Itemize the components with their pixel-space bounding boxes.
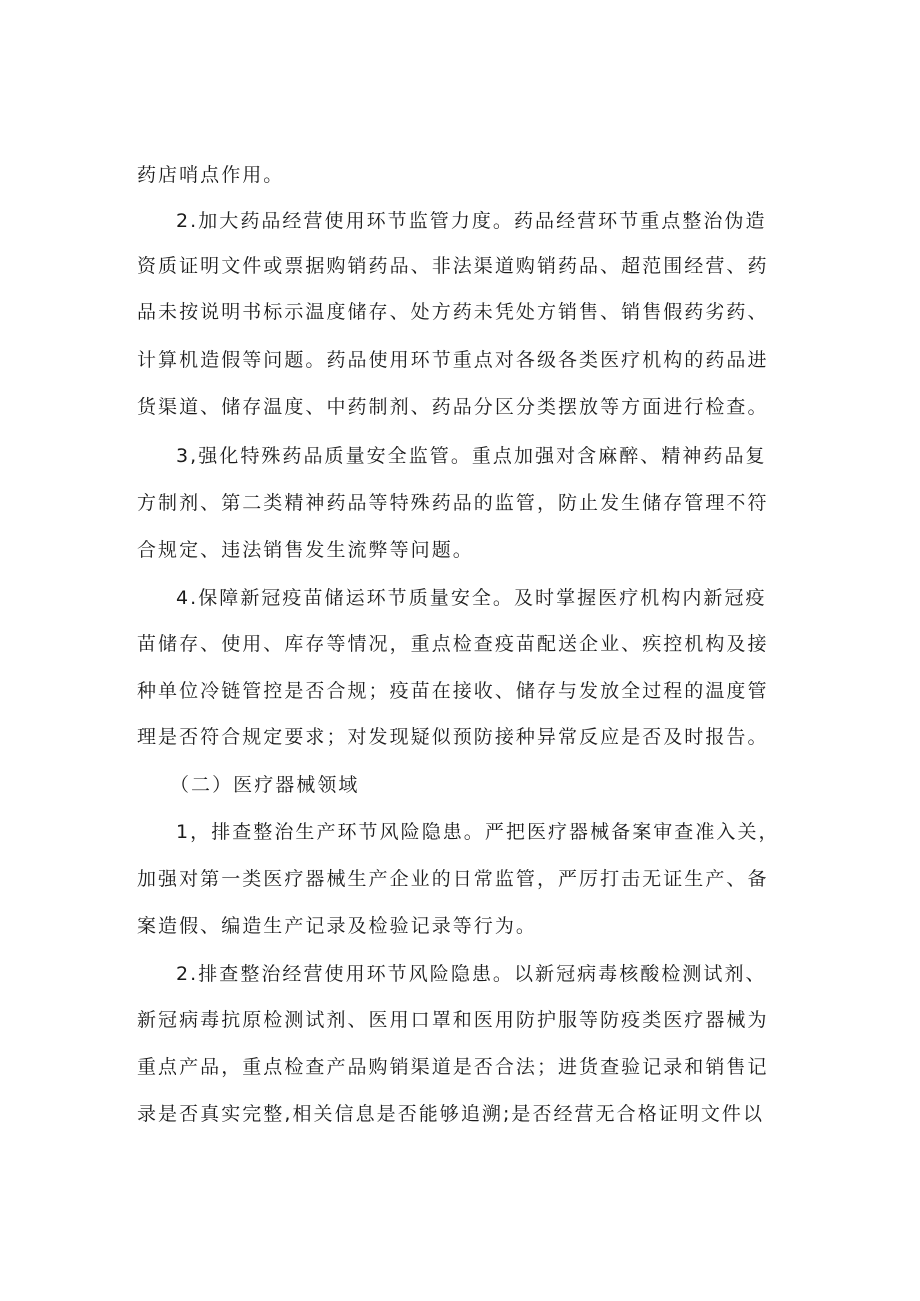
section-heading: （二）医疗器械领域 [170,774,360,796]
paragraph-line: 录是否真实完整,相关信息是否能够追溯;是否经营无合格证明文件以 [137,1103,764,1125]
paragraph-line: 资质证明文件或票据购销药品、非法渠道购销药品、超范围经营、药 [137,255,769,277]
paragraph-line: 2.排查整治经营使用环节风险隐患。以新冠病毒核酸检测试剂、 [176,963,767,985]
paragraph-line: 3,强化特殊药品质量安全监管。重点加强对含麻醉、精神药品复 [176,445,767,467]
paragraph-line: 2.加大药品经营使用环节监管力度。药品经营环节重点整治伪造 [176,210,767,232]
paragraph-line: 药店哨点作用。 [137,164,285,186]
paragraph-line: 重点产品，重点检查产品购销渠道是否合法；进货查验记录和销售记 [137,1056,769,1078]
paragraph-line: 案造假、编造生产记录及检验记录等行为。 [137,915,537,937]
paragraph-line: 1，排查整治生产环节风险隐患。严把医疗器械备案审查准入关， [176,821,780,843]
paragraph-line: 合规定、违法销售发生流弊等问题。 [137,539,474,561]
paragraph-line: 货渠道、储存温度、中药制剂、药品分区分类摆放等方面进行检查。 [137,396,769,418]
paragraph-line: 苗储存、使用、库存等情况，重点检查疫苗配送企业、疾控机构及接 [137,633,769,655]
paragraph-line: 品未按说明书标示温度储存、处方药未凭处方销售、销售假药劣药、 [137,301,769,323]
paragraph-line: 加强对第一类医疗器械生产企业的日常监管，严厉打击无证生产、备 [137,868,769,890]
paragraph-line: 方制剂、第二类精神药品等特殊药品的监管，防止发生储存管理不符 [137,492,769,514]
paragraph-line: 新冠病毒抗原检测试剂、医用口罩和医用防护服等防疫类医疗器械为 [137,1009,769,1031]
paragraph-line: 4.保障新冠疫苗储运环节质量安全。及时掌握医疗机构内新冠疫 [176,587,767,609]
paragraph-line: 计算机造假等问题。药品使用环节重点对各级各类医疗机构的药品进 [137,349,769,371]
paragraph-line: 种单位冷链管控是否合规；疫苗在接收、储存与发放全过程的温度管 [137,680,769,702]
paragraph-line: 理是否符合规定要求；对发现疑似预防接种异常反应是否及时报告。 [137,726,769,748]
